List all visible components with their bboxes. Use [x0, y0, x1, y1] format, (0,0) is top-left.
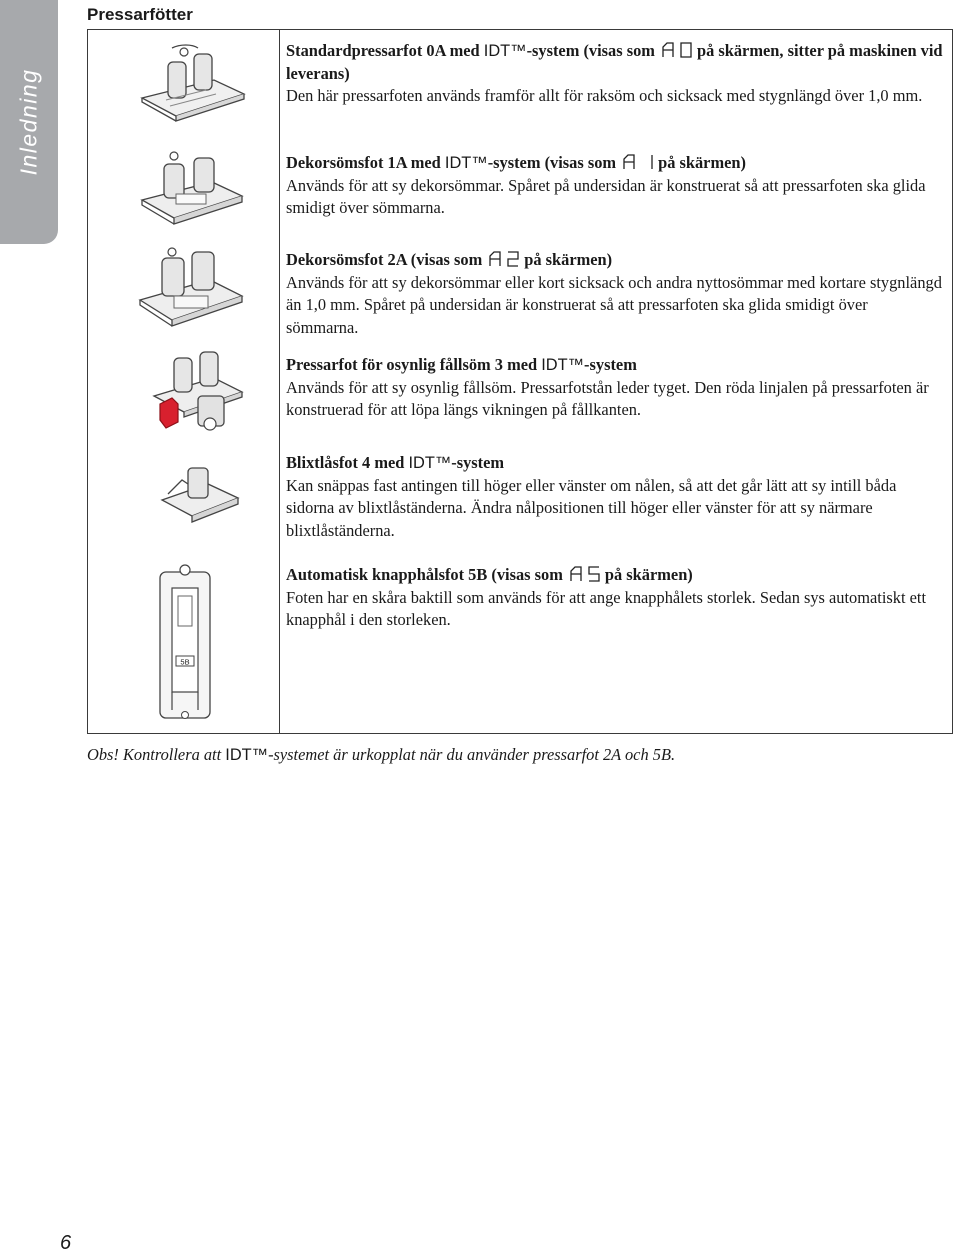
foot-5b-description: Foten har en skåra baktill som används för att ange knapphålets storlek. Sedan sys automatiskt ett knapphål i den storleken.	[286, 587, 926, 629]
lcd-A2-icon	[488, 251, 520, 268]
foot-4-entry	[286, 452, 944, 542]
foot-3-entry	[286, 354, 944, 422]
red-guide	[160, 398, 178, 428]
foot-2a-description: Används för att sy dekorsömmar eller kort sicksack och andra nyttosömmar med kortare stygnlängd än 1,0 mm. Spåret på undersidan är konstruerat så att pressarfoten ska glida smidigt över sömmarna.	[286, 272, 942, 337]
presser-foot-2a-image	[136, 244, 248, 330]
presser-feet-table	[87, 29, 953, 734]
foot-3-title: Pressarfot för osynlig fållsöm 3 med IDT™-system	[286, 355, 637, 374]
foot-4-description: Kan snäppas fast antingen till höger eller vänster om nålen, så att det går lätt att sy intill båda sidorna av blixtlåständerna. Ändra nålpositionen till höger eller vänster för att sy närmare blixtlåständerna.	[286, 475, 897, 540]
foot-1a-entry	[286, 152, 944, 220]
foot-2a-title: Dekorsömsfot 2A (visas som på skärmen)	[286, 250, 613, 269]
presser-foot-1a-image	[136, 148, 248, 228]
foot-4-title: Blixtlåsfot 4 med IDT™-system	[286, 453, 505, 472]
presser-foot-3-image	[150, 348, 250, 436]
foot-0a-description: Den här pressarfoten används framför allt för raksöm och sicksack med stygnlängd över 1,0 mm.	[286, 86, 923, 105]
presser-foot-4-image	[158, 464, 242, 526]
chapter-tab-label: Inledning	[15, 68, 42, 176]
idt-note: Obs! Kontrollera att IDT™-systemet är urkopplat när du använder pressarfot 2A och 5B.	[87, 745, 676, 764]
foot-0a-entry	[286, 40, 944, 108]
foot-5b-entry	[286, 564, 944, 632]
lcd-A1-icon	[622, 154, 654, 171]
chapter-tab	[0, 0, 58, 244]
foot-1a-description: Används för att sy dekorsömmar. Spåret på undersidan är konstruerat så att pressarfoten ska glida smidigt över sömmarna.	[286, 175, 926, 217]
lcd-A0-icon	[661, 42, 693, 59]
lcd-A5-icon	[569, 566, 601, 583]
column-divider	[279, 30, 280, 733]
presser-foot-0a-image	[136, 42, 248, 124]
page-number: 6	[60, 1232, 72, 1254]
foot-5b-label: 5B	[180, 657, 190, 667]
foot-1a-title: Dekorsömsfot 1A med IDT™-system (visas som på skärmen)	[286, 153, 746, 172]
foot-3-description: Används för att sy osynlig fållsöm. Pressarfotstån leder tyget. Den röda linjalen på pressarfoten är konstruerad för att löpa längs vikningen på fållkanten.	[286, 377, 929, 419]
foot-2a-entry	[286, 249, 944, 339]
presser-foot-5b-image	[158, 562, 212, 726]
foot-0a-title: Standardpressarfot 0A med IDT™-system (visas som på skärmen, sitter på maskinen vid leverans)	[286, 41, 943, 83]
foot-5b-title: Automatisk knapphålsfot 5B (visas som på skärmen)	[286, 565, 693, 584]
page-title: Pressarfötter	[87, 5, 193, 24]
